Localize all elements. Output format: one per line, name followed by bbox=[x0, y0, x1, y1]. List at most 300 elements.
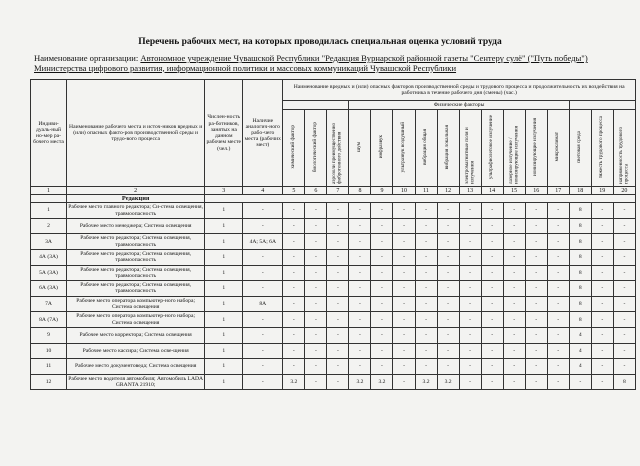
row-factor-value: - bbox=[481, 359, 503, 375]
row-factor-value: - bbox=[503, 296, 525, 312]
column-number: 9 bbox=[371, 187, 393, 195]
row-factor-value: - bbox=[283, 281, 305, 297]
header-spacer bbox=[283, 101, 349, 110]
header-factor bbox=[459, 110, 481, 187]
row-count: 1 bbox=[205, 265, 243, 281]
row-factor-value: - bbox=[591, 327, 613, 343]
row-factor-value: - bbox=[437, 265, 459, 281]
row-factor-value: - bbox=[415, 359, 437, 375]
row-analog: - bbox=[243, 218, 283, 234]
row-factor-value: - bbox=[525, 265, 547, 281]
row-factor-value: - bbox=[569, 374, 591, 390]
row-factor-value: - bbox=[591, 281, 613, 297]
row-factor-value: 8 bbox=[613, 374, 635, 390]
row-factor-value: - bbox=[547, 327, 569, 343]
table-row bbox=[31, 218, 636, 234]
row-factor-value: 3.2 bbox=[415, 374, 437, 390]
header-spacer bbox=[569, 101, 635, 110]
row-analog: 8А bbox=[243, 296, 283, 312]
row-factor-value: - bbox=[547, 249, 569, 265]
row-factor-value: - bbox=[371, 359, 393, 375]
row-factor-value: - bbox=[503, 327, 525, 343]
row-factor-value: 8 bbox=[569, 312, 591, 328]
row-factor-value: - bbox=[415, 281, 437, 297]
row-factor-value: - bbox=[459, 343, 481, 359]
column-number: 18 bbox=[569, 187, 591, 195]
row-factor-value: - bbox=[393, 249, 415, 265]
row-factor-value: - bbox=[547, 218, 569, 234]
row-factor-value: - bbox=[459, 296, 481, 312]
section-cell bbox=[31, 195, 67, 203]
row-factor-value: - bbox=[613, 343, 635, 359]
row-factor-value: - bbox=[525, 249, 547, 265]
header-id: Индиви-дуаль-ный но-мер ра-бочего места bbox=[31, 80, 67, 187]
row-factor-value: - bbox=[305, 296, 327, 312]
row-factor-value: - bbox=[459, 265, 481, 281]
row-factor-value: - bbox=[613, 234, 635, 250]
row-factor-value: - bbox=[547, 265, 569, 281]
row-factor-value: - bbox=[305, 234, 327, 250]
row-factor-value: - bbox=[327, 203, 349, 219]
row-factor-value: - bbox=[481, 249, 503, 265]
table-row bbox=[31, 203, 636, 219]
row-name: Рабочее место оператора компьютер-ного набора; Система освещения bbox=[67, 296, 205, 312]
row-id: 7А bbox=[31, 296, 67, 312]
row-factor-value: - bbox=[415, 249, 437, 265]
row-factor-value: - bbox=[591, 312, 613, 328]
row-factor-value: - bbox=[525, 359, 547, 375]
row-factor-value: - bbox=[525, 203, 547, 219]
row-analog: 4А; 5А; 6А bbox=[243, 234, 283, 250]
row-name: Рабочее место редактора; Система освещения, травмоопасность bbox=[67, 281, 205, 297]
row-factor-value: 3.2 bbox=[349, 374, 371, 390]
row-analog: - bbox=[243, 265, 283, 281]
row-factor-value: - bbox=[327, 234, 349, 250]
row-factor-value: - bbox=[349, 203, 371, 219]
row-factor-value: - bbox=[305, 312, 327, 328]
column-number: 16 bbox=[525, 187, 547, 195]
row-factor-value: - bbox=[525, 281, 547, 297]
row-factor-value: - bbox=[591, 234, 613, 250]
column-number: 19 bbox=[591, 187, 613, 195]
column-number: 14 bbox=[481, 187, 503, 195]
column-number: 12 bbox=[437, 187, 459, 195]
header-factor-label: инфразвук bbox=[378, 135, 385, 159]
row-id: 2 bbox=[31, 218, 67, 234]
row-id: 10 bbox=[31, 343, 67, 359]
row-factor-value: - bbox=[591, 249, 613, 265]
row-factor-value: - bbox=[525, 296, 547, 312]
row-factor-value: 8 bbox=[569, 281, 591, 297]
row-factor-value: - bbox=[327, 359, 349, 375]
row-factor-value: - bbox=[525, 374, 547, 390]
row-factor-value: - bbox=[503, 312, 525, 328]
row-factor-value: - bbox=[591, 265, 613, 281]
column-number: 1 bbox=[31, 187, 67, 195]
header-factor-label: ультрафиолетовое излучение bbox=[488, 114, 495, 180]
row-factor-value: - bbox=[349, 265, 371, 281]
row-id: 12 bbox=[31, 374, 67, 390]
row-factor-value: - bbox=[415, 312, 437, 328]
row-name: Рабочее место редактора; Система освещения, травмоопасность bbox=[67, 249, 205, 265]
row-name: Рабочее место документоведа; Система освещения bbox=[67, 359, 205, 375]
row-factor-value: 3.2 bbox=[371, 374, 393, 390]
row-count: 1 bbox=[205, 327, 243, 343]
row-factor-value: - bbox=[305, 327, 327, 343]
row-factor-value: - bbox=[327, 296, 349, 312]
row-factor-value: - bbox=[481, 312, 503, 328]
organization-label: Наименование организации: bbox=[34, 53, 139, 63]
row-factor-value: - bbox=[371, 327, 393, 343]
row-factor-value: 3.2 bbox=[437, 374, 459, 390]
row-count: 1 bbox=[205, 312, 243, 328]
row-factor-value: - bbox=[371, 296, 393, 312]
row-factor-value: - bbox=[305, 249, 327, 265]
row-factor-value: - bbox=[459, 281, 481, 297]
row-factor-value: - bbox=[393, 374, 415, 390]
row-factor-value: 8 bbox=[569, 203, 591, 219]
row-factor-value: - bbox=[547, 343, 569, 359]
row-factor-value: - bbox=[415, 327, 437, 343]
row-factor-value: - bbox=[525, 327, 547, 343]
row-factor-value: - bbox=[481, 374, 503, 390]
row-factor-value: - bbox=[437, 218, 459, 234]
row-factor-value: - bbox=[349, 343, 371, 359]
row-factor-value: - bbox=[349, 218, 371, 234]
row-name: Рабочее место кассира; Система осве-щения bbox=[67, 343, 205, 359]
row-factor-value: - bbox=[437, 327, 459, 343]
row-count: 1 bbox=[205, 359, 243, 375]
row-count: 1 bbox=[205, 234, 243, 250]
table-row bbox=[31, 281, 636, 297]
row-factor-value: - bbox=[481, 218, 503, 234]
row-factor-value: - bbox=[613, 312, 635, 328]
row-factor-value: - bbox=[393, 265, 415, 281]
row-factor-value: 4 bbox=[569, 343, 591, 359]
organization-name: Автономное учреждение Чувашской Республики "Редакция Вурнарской районной газеты "Сентерү сулё" ("Путь победы") Министерства цифрового развития, информационной политики и массовых коммуникаций Чувашской Республики bbox=[34, 53, 588, 73]
row-factor-value: - bbox=[393, 343, 415, 359]
row-factor-value: - bbox=[437, 312, 459, 328]
row-factor-value: - bbox=[371, 203, 393, 219]
header-factor bbox=[327, 110, 349, 187]
row-factor-value: - bbox=[503, 343, 525, 359]
row-factor-value: - bbox=[437, 249, 459, 265]
row-factor-value: - bbox=[415, 203, 437, 219]
row-factor-value: - bbox=[591, 296, 613, 312]
row-factor-value: - bbox=[503, 203, 525, 219]
row-factor-value: - bbox=[613, 281, 635, 297]
row-analog: - bbox=[243, 281, 283, 297]
header-factor-label: ионизирующие излучения bbox=[532, 118, 539, 176]
row-factor-value: - bbox=[525, 343, 547, 359]
row-factor-value: - bbox=[547, 296, 569, 312]
header-factor-label: световая среда bbox=[576, 130, 583, 164]
header-factor-label: вибрация общая bbox=[422, 129, 429, 165]
column-number: 5 bbox=[283, 187, 305, 195]
row-factor-value: - bbox=[613, 359, 635, 375]
header-factor-label: тяжесть трудового процесса bbox=[598, 115, 605, 179]
row-factor-value: - bbox=[305, 218, 327, 234]
row-name: Рабочее место редактора; Система освещения, травмоопасность bbox=[67, 265, 205, 281]
table-row bbox=[31, 234, 636, 250]
row-factor-value: - bbox=[393, 234, 415, 250]
header-factor-label: биологический фактор bbox=[312, 121, 319, 173]
workplaces-table bbox=[30, 79, 636, 390]
row-factor-value: - bbox=[393, 296, 415, 312]
row-factor-value: - bbox=[283, 359, 305, 375]
row-factor-value: 3.2 bbox=[283, 374, 305, 390]
row-factor-value: - bbox=[327, 281, 349, 297]
table-row bbox=[31, 359, 636, 375]
row-factor-value: - bbox=[283, 327, 305, 343]
header-count: Числен-ность ра-ботников, занятых на данном рабочем месте (чел.) bbox=[205, 80, 243, 187]
row-factor-value: - bbox=[459, 234, 481, 250]
column-number: 17 bbox=[547, 187, 569, 195]
row-factor-value: - bbox=[415, 234, 437, 250]
row-analog: - bbox=[243, 203, 283, 219]
row-factor-value: - bbox=[591, 359, 613, 375]
table-row bbox=[31, 296, 636, 312]
row-factor-value: - bbox=[437, 234, 459, 250]
row-factor-value: - bbox=[327, 218, 349, 234]
row-name: Рабочее место водителя автомобиля; Автомобиль LADA GRANTA 21910; bbox=[68, 375, 204, 389]
column-number: 2 bbox=[67, 187, 205, 195]
column-number: 20 bbox=[613, 187, 635, 195]
row-factor-value: - bbox=[349, 312, 371, 328]
row-factor-value: - bbox=[393, 359, 415, 375]
row-factor-value: - bbox=[525, 218, 547, 234]
column-number: 4 bbox=[243, 187, 283, 195]
row-factor-value: - bbox=[305, 343, 327, 359]
header-factor-label: ультразвук воздушный bbox=[400, 121, 407, 173]
row-name: Рабочее место корректора; Система освещения bbox=[67, 327, 205, 343]
row-factor-value: - bbox=[327, 374, 349, 390]
row-factor-value: 4 bbox=[569, 327, 591, 343]
column-number: 10 bbox=[393, 187, 415, 195]
section-cell bbox=[205, 195, 636, 203]
row-factor-value: - bbox=[459, 359, 481, 375]
row-analog: - bbox=[243, 327, 283, 343]
row-factor-value: - bbox=[371, 249, 393, 265]
row-factor-value: - bbox=[283, 249, 305, 265]
row-factor-value: - bbox=[415, 343, 437, 359]
table-row bbox=[31, 312, 636, 328]
header-factor bbox=[547, 110, 569, 187]
header-factor bbox=[371, 110, 393, 187]
row-factor-value: - bbox=[591, 218, 613, 234]
row-factor-value: - bbox=[503, 234, 525, 250]
row-factor-value: - bbox=[503, 281, 525, 297]
row-factor-value: - bbox=[283, 343, 305, 359]
row-factor-value: - bbox=[283, 234, 305, 250]
column-number: 11 bbox=[415, 187, 437, 195]
row-factor-value: - bbox=[371, 312, 393, 328]
row-factor-value: - bbox=[459, 327, 481, 343]
row-factor-value: - bbox=[283, 203, 305, 219]
document-title: Перечень рабочих мест, на которых проводилась специальная оценка условий труда bbox=[138, 37, 502, 47]
header-factor bbox=[481, 110, 503, 187]
row-factor-value: - bbox=[503, 359, 525, 375]
table-row bbox=[31, 374, 636, 390]
row-factor-value: - bbox=[459, 312, 481, 328]
row-factor-value: - bbox=[327, 312, 349, 328]
header-factor-label: напряженность трудового процесса bbox=[617, 126, 630, 184]
row-factor-value: - bbox=[481, 296, 503, 312]
row-factor-value: - bbox=[349, 359, 371, 375]
row-factor-value: - bbox=[349, 327, 371, 343]
row-factor-value: - bbox=[525, 312, 547, 328]
row-factor-value: - bbox=[591, 374, 613, 390]
header-factor bbox=[437, 110, 459, 187]
row-factor-value: - bbox=[547, 203, 569, 219]
row-factor-value: 8 bbox=[569, 234, 591, 250]
row-factor-value: - bbox=[437, 203, 459, 219]
row-factor-value: - bbox=[591, 343, 613, 359]
row-factor-value: - bbox=[393, 327, 415, 343]
row-id: 8А (7А) bbox=[31, 312, 67, 328]
row-factor-value: - bbox=[481, 327, 503, 343]
row-factor-value: - bbox=[613, 249, 635, 265]
row-factor-value: - bbox=[613, 296, 635, 312]
section-label: Редакция bbox=[67, 195, 205, 203]
row-factor-value: - bbox=[393, 281, 415, 297]
header-factor bbox=[591, 110, 613, 187]
row-factor-value: - bbox=[283, 265, 305, 281]
row-count: 1 bbox=[205, 343, 243, 359]
row-factor-value: - bbox=[459, 218, 481, 234]
row-factor-value: - bbox=[459, 249, 481, 265]
row-factor-value: - bbox=[613, 203, 635, 219]
header-factor-label: лазерное излучение / ионизирующие излучения bbox=[507, 126, 520, 184]
organization-line bbox=[34, 54, 634, 73]
row-count: 1 bbox=[205, 249, 243, 265]
header-factor-label: шум bbox=[356, 142, 363, 152]
row-factor-value: - bbox=[349, 296, 371, 312]
row-factor-value: - bbox=[547, 281, 569, 297]
column-number: 6 bbox=[305, 187, 327, 195]
row-factor-value: - bbox=[305, 281, 327, 297]
row-factor-value: 8 bbox=[569, 218, 591, 234]
row-analog: - bbox=[243, 312, 283, 328]
row-factor-value: 4 bbox=[569, 359, 591, 375]
header-factor bbox=[503, 110, 525, 187]
row-name: Рабочее место менеджера; Система освещения bbox=[67, 218, 205, 234]
table-row bbox=[31, 343, 636, 359]
row-factor-value: - bbox=[481, 203, 503, 219]
header-factor bbox=[305, 110, 327, 187]
row-factor-value: - bbox=[613, 265, 635, 281]
row-count: 1 bbox=[205, 203, 243, 219]
row-factor-value: - bbox=[415, 265, 437, 281]
row-id: 11 bbox=[31, 359, 67, 375]
header-factor-label: микроклимат bbox=[554, 132, 561, 162]
row-factor-value: 8 bbox=[569, 296, 591, 312]
row-factor-value: - bbox=[459, 374, 481, 390]
row-factor-value: - bbox=[459, 203, 481, 219]
header-factor bbox=[283, 110, 305, 187]
table-row bbox=[31, 265, 636, 281]
row-factor-value: - bbox=[437, 296, 459, 312]
row-name: Рабочее место редактора; Система освещения, травмоопасность bbox=[67, 234, 205, 250]
row-factor-value: - bbox=[349, 281, 371, 297]
row-factor-value: - bbox=[547, 359, 569, 375]
row-factor-value: - bbox=[437, 343, 459, 359]
row-factor-value: - bbox=[283, 218, 305, 234]
header-factor-label: вибрация локальная bbox=[444, 124, 451, 170]
header-factor bbox=[569, 110, 591, 187]
header-analog: Наличие аналогич-ного рабо-чего места (рабочих мест) bbox=[243, 80, 283, 187]
row-factor-value: - bbox=[371, 234, 393, 250]
row-factor-value: - bbox=[503, 374, 525, 390]
row-analog: - bbox=[243, 343, 283, 359]
column-number: 3 bbox=[205, 187, 243, 195]
row-factor-value: - bbox=[327, 327, 349, 343]
row-factor-value: - bbox=[371, 218, 393, 234]
row-factor-value: - bbox=[547, 234, 569, 250]
row-factor-value: - bbox=[415, 296, 437, 312]
row-id: 6А (3А) bbox=[31, 281, 67, 297]
row-factor-value: - bbox=[349, 249, 371, 265]
row-factor-value: - bbox=[613, 218, 635, 234]
row-count: 1 bbox=[205, 218, 243, 234]
row-factor-value: - bbox=[415, 218, 437, 234]
column-number: 13 bbox=[459, 187, 481, 195]
header-factor bbox=[349, 110, 371, 187]
row-factor-value: - bbox=[327, 343, 349, 359]
row-factor-value: - bbox=[525, 234, 547, 250]
row-factor-value: - bbox=[503, 249, 525, 265]
column-number: 8 bbox=[349, 187, 371, 195]
row-factor-value: - bbox=[503, 218, 525, 234]
row-factor-value: - bbox=[393, 203, 415, 219]
row-name: Рабочее место главного редактора; Си-стема освещения, травмоопасность bbox=[68, 204, 204, 217]
row-factor-value: - bbox=[393, 312, 415, 328]
row-factor-value: - bbox=[305, 374, 327, 390]
row-factor-value: 8 bbox=[569, 249, 591, 265]
row-id: 3А bbox=[31, 234, 67, 250]
header-factor bbox=[393, 110, 415, 187]
row-count: 1 bbox=[205, 296, 243, 312]
row-name: Рабочее место оператора компьютер-ного набора; Система освещения bbox=[67, 312, 205, 328]
header-factors-group: Наименование вредных и (или) опасных факторов производственной среды и трудового процесса и продолжительность их воздействия на работника в течение рабочего дня (смены) (час.) bbox=[283, 80, 636, 101]
row-factor-value: - bbox=[547, 374, 569, 390]
row-analog: - bbox=[243, 359, 283, 375]
row-factor-value: - bbox=[283, 296, 305, 312]
row-factor-value: - bbox=[437, 359, 459, 375]
table-row bbox=[31, 249, 636, 265]
row-factor-value: - bbox=[481, 281, 503, 297]
row-factor-value: - bbox=[437, 281, 459, 297]
row-analog: - bbox=[243, 374, 283, 390]
row-factor-value: - bbox=[393, 218, 415, 234]
header-factor bbox=[525, 110, 547, 187]
row-factor-value: - bbox=[305, 265, 327, 281]
row-factor-value: - bbox=[371, 265, 393, 281]
row-factor-value: - bbox=[349, 234, 371, 250]
table-row bbox=[31, 327, 636, 343]
row-factor-value: - bbox=[327, 249, 349, 265]
header-name: Наименование рабочего места и источ-ников вредных и (или) опасных факто-ров производственной среды и трудо-вого процесса bbox=[67, 80, 205, 187]
row-factor-value: - bbox=[613, 327, 635, 343]
row-id: 5А (3А) bbox=[31, 265, 67, 281]
row-factor-value: - bbox=[305, 359, 327, 375]
row-factor-value: - bbox=[481, 265, 503, 281]
row-factor-value: - bbox=[591, 203, 613, 219]
row-id: 1 bbox=[31, 203, 67, 219]
row-factor-value: - bbox=[371, 281, 393, 297]
row-factor-value: - bbox=[327, 265, 349, 281]
row-factor-value: - bbox=[547, 312, 569, 328]
